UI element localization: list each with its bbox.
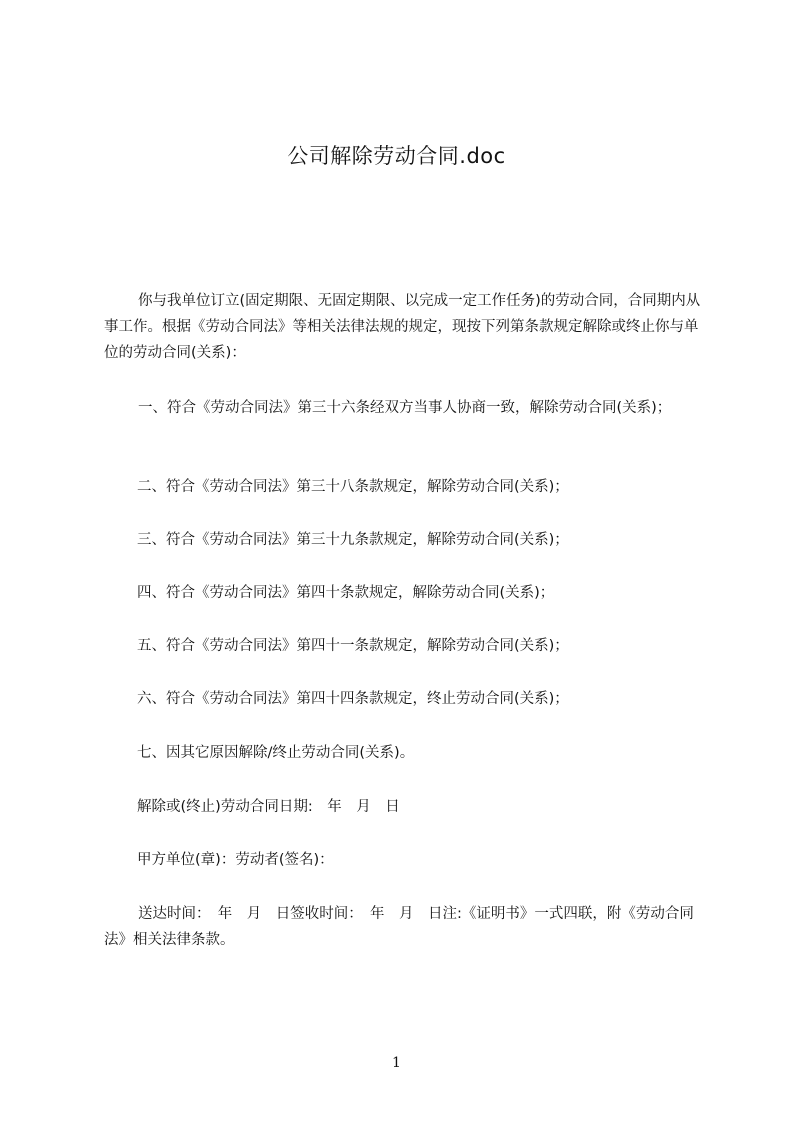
page-number: 1 bbox=[392, 1055, 401, 1071]
delivery-note-paragraph: 送达时间： 年 月 日签收时间： 年 月 日注:《证明书》一式四联，附《劳动合同法》相关法律条款。 bbox=[104, 906, 694, 948]
clause-item-7: 七、因其它原因解除/终止劳动合同(关系)。 bbox=[137, 745, 415, 761]
termination-date-line: 解除或(终止)劳动合同日期: 年 月 日 bbox=[137, 799, 400, 815]
clause-item-6: 六、符合《劳动合同法》第四十四条款规定，终止劳动合同(关系)； bbox=[137, 691, 569, 707]
clause-item-3: 三、符合《劳动合同法》第三十九条款规定，解除劳动合同(关系)； bbox=[137, 532, 569, 548]
clause-item-1: 一、符合《劳动合同法》第三十六条经双方当事人协商一致，解除劳动合同(关系)； bbox=[138, 400, 672, 416]
intro-paragraph: 你与我单位订立(固定期限、无固定期限、以完成一定工作任务)的劳动合同，合同期内从事工作。根据《劳动合同法》等相关法律法规的规定，现按下列第条款规定解除或终止你与单位的劳动合同(关系)： bbox=[104, 293, 701, 361]
signature-line: 甲方单位(章)：劳动者(签名)： bbox=[137, 852, 334, 868]
document-title: 公司解除劳动合同.doc bbox=[287, 144, 506, 168]
clause-item-5: 五、符合《劳动合同法》第四十一条款规定，解除劳动合同(关系)； bbox=[137, 638, 569, 654]
clause-item-4: 四、符合《劳动合同法》第四十条款规定，解除劳动合同(关系)； bbox=[137, 585, 555, 601]
clause-item-2: 二、符合《劳动合同法》第三十八条款规定，解除劳动合同(关系)； bbox=[137, 479, 569, 495]
